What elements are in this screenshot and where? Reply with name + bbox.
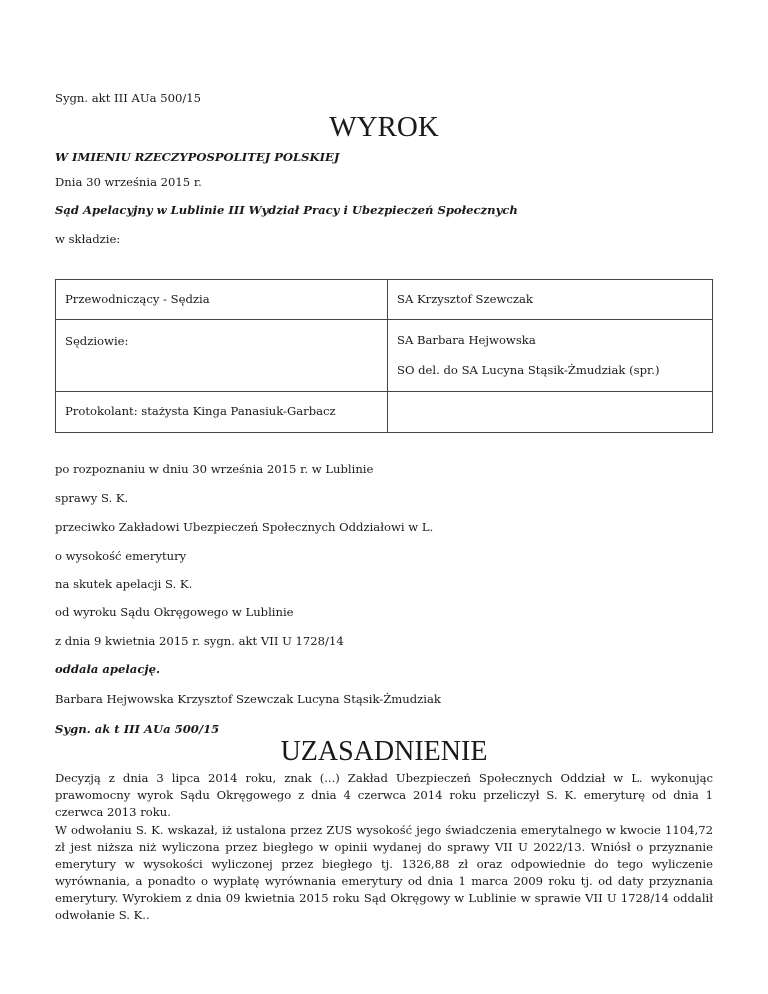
case-line-2: sprawy S. K. [55,491,129,505]
case-line-3: przeciwko Zakładowi Ubezpieczeń Społecznych Oddziałowi w L. [55,520,434,534]
justification-paragraph-2: W odwołaniu S. K. wskazał, iż ustalona przez ZUS wysokość jego świadczenia emerytalnego w kwocie 1104,72 zł jest niższa niż wyliczona przez biegłego w opinii wydanej do sprawy VII U 2022/13. Wniósł o przyznanie emerytury w wysokości wyliczonej przez biegłego tj. 1326,88 zł oraz odpowiednie do tego wyliczenie wyrównania, a ponadto o wypłatę wyrównania emerytury od dnia 1 marca 2009 roku tj. od daty przyznania emerytury. Wyrokiem z dnia 09 kwietnia 2015 roku Sąd Okręgowy w Lublinie w sprawie VII U 1728/14 oddalił odwołanie S. K.. [55,823,713,922]
judge-signatures: Barbara Hejwowska Krzysztof Szewczak Lucyna Stąsik-Żmudziak [55,692,441,706]
case-line-4: o wysokość emerytury [55,549,187,563]
judges-label: Sędziowie: [56,320,388,392]
bench-row-clerk [56,392,713,433]
composition-label: w składzie: [55,232,121,246]
bench-table [55,279,713,433]
judge-1: SA Barbara Hejwowska [397,333,536,347]
case-line-1: po rozpoznaniu w dniu 30 września 2015 r. w Lublinie [55,462,374,476]
judge-2: SO del. do SA Lucyna Stąsik-Żmudziak (spr.) [397,362,660,377]
case-line-5: na skutek apelacji S. K. [55,577,193,591]
clerk-value [388,392,713,433]
document-page [55,0,713,994]
case-signature: Sygn. akt III AUa 500/15 [55,91,201,105]
chair-name: SA Krzysztof Szewczak [388,280,713,320]
bench-row-judges [56,320,713,392]
clerk-label: Protokolant: stażysta Kinga Panasiuk-Garbacz [56,392,388,433]
court-name: Sąd Apelacyjny w Lublinie III Wydział Pracy i Ubezpieczeń Społecznych [55,203,518,217]
justification-paragraph-1: Decyzją z dnia 3 lipca 2014 roku, znak (...) Zakład Ubezpieczeń Społecznych Oddział w L. wykonując prawomocny wyrok Sądu Okręgowego z dnia 4 czerwca 2014 roku przeliczył S. K. emeryturę od dnia 1 czerwca 2013 roku. [55,771,713,819]
justification-title: UZASADNIENIE [280,736,488,767]
case-line-6: od wyroku Sądu Okręgowego w Lublinie [55,605,294,619]
judges-cell [388,320,713,392]
verdict: oddala apelację. [55,662,160,676]
case-line-7: z dnia 9 kwietnia 2015 r. sygn. akt VII U 1728/14 [55,634,344,648]
chair-label: Przewodniczący - Sędzia [56,280,388,320]
judgment-date: Dnia 30 września 2015 r. [55,175,202,189]
bench-row-chair [56,280,713,320]
judgment-title: WYROK [329,111,439,143]
justification-signature: Sygn. ak t III AUa 500/15 [55,722,220,736]
judgment-subtitle: W IMIENIU RZECZYPOSPOLITEJ POLSKIEJ [55,150,340,164]
